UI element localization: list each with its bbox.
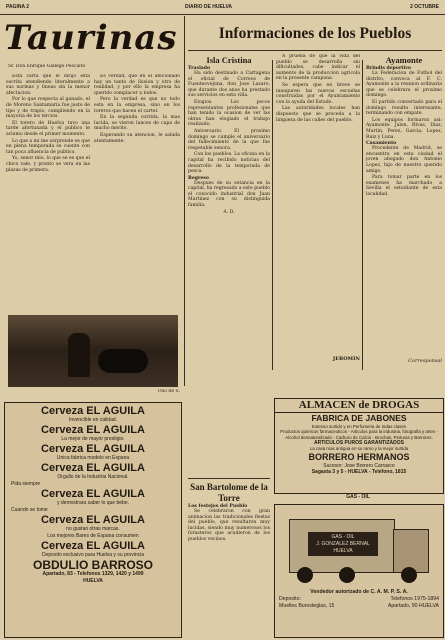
paragraph: Para tomar parte en los examenes ha marchado a Sevilla el estudiante de esta localidad. <box>366 175 442 197</box>
ayamonte-title: Ayamonte <box>385 55 423 65</box>
bullfighter-figure <box>68 333 90 377</box>
ad-line: Cerveza EL AGUILA <box>41 405 145 417</box>
almacen-line: La casa mas antigua en su ramo y la mejor surtida <box>309 446 409 452</box>
isla-cristina-column <box>188 54 270 388</box>
paragraph: Lo que a mi me sorprende es que en plena temporada se cuente con tan poca afluencia de publico. <box>6 138 90 155</box>
paragraph: Se espera que en breve se inauguren las nuevas escuelas construidas por el Ayuntamiento con la ayuda del Estado. <box>276 82 360 105</box>
ad-line: Orgullo de la Industria Nacional. <box>57 474 129 480</box>
ad-line: HUELVA <box>83 578 103 584</box>
paragraph: Es verdad, que en el afecionado hay un tanto de ilusion y otro de realidad, y por ello la empresa ha querido complacer a todos. <box>94 74 180 96</box>
almacen-line: ARTICULOS PUROS GARANTIZADOS <box>314 440 404 447</box>
ayamonte-column <box>366 54 442 366</box>
ad-line: Deposito exclusivo para Huelva y su provincia <box>42 552 144 558</box>
isla-cristina-title: Isla Cristina <box>206 55 252 65</box>
gasoil-phone: Telefonos 1975-1894 <box>390 596 439 602</box>
taurinas-col-right <box>94 74 180 314</box>
truck-wheel <box>401 567 417 583</box>
paragraph: Procedente de Madrid, se encuentra en esta ciudad el joven abogado don Antonio Lopez, hijo de nuestro querido amigo. <box>366 146 442 174</box>
paragraph: A prueba de que la vida del pueblo se desarrolla sin dificultades, cabe indicar el aumento de la produccion agricola en la presente campana. <box>276 54 360 82</box>
almacen-subtitle: FABRICA DE JABONES <box>311 413 407 423</box>
gasoil-deposit: Deposito: <box>279 596 301 602</box>
paragraph: El partido concertado para el domingo resulto interesante, terminando con empate. <box>366 99 442 117</box>
isla-cristina-sub: Traslado <box>188 66 211 71</box>
casamiento-sub: Casamiento <box>366 141 397 147</box>
informaciones-title: Informaciones de los Pueblos <box>218 25 412 42</box>
middle-body <box>276 54 360 123</box>
isla-sign: A. D. <box>223 209 235 215</box>
almacen-firm: BORRERO HERMANOS <box>308 451 410 462</box>
ad-line: Cerveza EL AGUILA <box>41 540 145 552</box>
page-header <box>0 0 445 15</box>
almacen-title: ALMACEN de DROGAS <box>275 399 443 413</box>
truck-wheel <box>339 567 355 583</box>
paper-name: DIARIO DE HUELVA <box>185 4 233 10</box>
regreso-sub: Regreso <box>188 175 209 181</box>
paragraph: Elogios. Los pocos representantes profesionales que han tenido la ocasion de ver las obras han elogiado el trabajo realizado. <box>188 99 270 128</box>
almacen-successor: Sucesor: Jose Borrero Carrasco <box>323 462 395 469</box>
gasoil-street: Muelles Burosteglas, 15 <box>279 603 335 609</box>
san-bartolome-sub: Los festejos del Pueblo <box>188 504 248 509</box>
page-date: 2 OCTUBRE <box>410 4 439 10</box>
ad-line: Invencible en calidad. <box>68 417 118 423</box>
gasoil-top: GAS - OIL <box>346 494 370 500</box>
column-rule <box>272 60 273 370</box>
ad-line: Cerveza EL AGUILA <box>41 488 145 500</box>
photo-caption: Uno de S. <box>157 389 180 394</box>
san-bartolome-body <box>188 509 270 543</box>
ad-line: Cerveza EL AGUILA <box>41 462 145 474</box>
truck-wheel <box>297 567 313 583</box>
ad-line: Apartado, 83 - Telefonos 1329, 1420 y 1499 <box>42 571 144 577</box>
taurinas-byline-wrap <box>8 64 180 74</box>
san-bartolome-column <box>188 482 270 638</box>
taurinas-title: Taurinas <box>4 18 178 58</box>
paragraph: Se celebraron con gran animacion las tradicionales fiestas del pueblo, que resultaron muy lucidas, siendo muy numerosos los forasteros que acudieron de los pueblos vecinos. <box>188 509 270 542</box>
paragraph: Ha sido destinado a Cartagena el oficial de Correos de Fuenteovejuna, don Jose Lazaro, que durante dos anos ha prestado sus servicios en esta villa. <box>188 71 270 99</box>
paragraph: Despues de su estancia en la capital, ha regresado a este pueblo el conocido industrial don Juan Martinez con su distinguida familia. <box>188 180 270 209</box>
title-rule <box>188 50 442 51</box>
ad-line: Unica fabrica modelo en Espana <box>56 455 130 461</box>
gasoil-text <box>279 589 439 610</box>
truck-sign-line: J. GONZALEZ BERNAL <box>316 541 370 547</box>
ad-line: Los mejores Bares de Espana consumen <box>47 533 139 539</box>
paragraph: Esta carta que le dirijo esta escrita atendiendo literalmente a sus normas y lineas sin la menor afectacion. <box>6 74 90 96</box>
ad-line: no gustan otras marcas. <box>66 526 120 532</box>
column-rule <box>362 60 363 370</box>
truck-sign <box>308 532 378 556</box>
ad-line: Cerveza EL AGUILA <box>41 424 145 436</box>
paragraph: En la segunda corrida, la mas lucida, se vieron lances de capa de mucho merito. <box>94 115 180 132</box>
paragraph: Con los pueblos. La oficina en la capital ha recibido noticias del desarrollo de la temporada de pesca. <box>188 152 270 175</box>
ad-line: OBDULIO BARROSO <box>33 558 153 572</box>
ayamonte-body <box>366 71 442 140</box>
paragraph: Pero la verdad es que no todo esta en la empresa, sino en los toreros que hacen el cartel. <box>94 97 180 114</box>
ayamonte-sign: Corresponsal <box>408 358 442 364</box>
gasoil-row <box>279 596 439 603</box>
paragraph: Las autoridades locales han dispuesto que se proceda a la limpieza de las calles del pueblo. <box>276 106 360 123</box>
paragraph: Por lo que respecta al ganado, el de Moreno Santamaria fue justo de tipo y de trapio, cumpliendo en la mayoria de los tercios. <box>6 97 90 120</box>
ad-line: Cerveza EL AGUILA <box>41 443 145 455</box>
middle-column <box>276 54 360 344</box>
regreso-body <box>188 181 270 209</box>
gasoil-apartado: Apartado, 90 HUELVA <box>387 603 439 609</box>
isla-cristina-body <box>188 71 270 175</box>
section-rule <box>188 478 270 479</box>
almacen-address: Sagasta 3 y 5 - HUELVA - Telefono, 1815 <box>311 468 407 475</box>
truck-sign-line: HUELVA <box>333 548 353 554</box>
page-number: PAGINA 2 <box>6 4 30 10</box>
ad-line: y demostrara saber lo que bebe. <box>57 500 129 506</box>
paragraph: Yo, senor mio, lo que se es que el chico vale, y pronto se vera en las plazas de primera. <box>6 156 90 173</box>
gasoil-caption: Vendedor autorizado de C. A. M. P. S. A. <box>310 589 408 595</box>
ayamonte-sub: Brindis deportivo <box>366 66 411 71</box>
almacen-drogas-ad <box>274 398 444 494</box>
paragraph: La Federacion de Futbol del distrito, convoca al F. C. Ayamonte a la reunion ordinaria que se celebrara el proximo domingo. <box>366 71 442 99</box>
gasoil-row <box>279 603 439 610</box>
middle-sign: JEROMIN <box>332 356 360 362</box>
ad-line: Cerveza EL AGUILA <box>41 514 145 526</box>
paragraph: Aniversario. El proximo domingo se cumple el aniversario del fallecimiento de la que fue respetable senora. <box>188 128 270 151</box>
bullfight-photo <box>8 315 178 387</box>
paragraph: Los equipos formaron asi: Ayamonte: Jalon, Rivas, Diaz, Martin, Perez, Garcia, Lopez, Ruiz y Luna. <box>366 117 442 140</box>
gasoil-ad <box>274 504 444 638</box>
taurinas-byline: Sr. Don Enrique Gallego Pescaito <box>8 64 86 69</box>
bull-figure <box>98 349 148 373</box>
almacen-line: Extenso surtido y en Perfumeria de todas clases <box>311 424 407 429</box>
paragraph: Esperando su atencion, le saluda atentamente. <box>94 132 180 144</box>
column-rule <box>184 16 185 386</box>
ad-line: Pida siempre <box>11 481 41 487</box>
ayamonte-body-2 <box>366 146 442 197</box>
san-bartolome-title: San Bartolome de la Torre <box>190 482 268 503</box>
almacen-line: Productos quimicos farmaceuticos - Articulos para la industria, fotografia y artes - Alcohol desnaturalizado - Carburo de Calcio - Brochas, Pinturas y Barnices. <box>280 429 438 440</box>
cerveza-aguila-ad <box>4 402 182 638</box>
ad-line: La mejor de mayor prestigio. <box>61 436 125 442</box>
ad-line: Cuando se tome <box>11 507 48 513</box>
truck-label: GAS - OIL <box>331 534 355 540</box>
truck-tank <box>289 519 395 573</box>
paragraph: El torero de Huelva tuvo una tarde afortunada y el publico le aclamo desde el primer momento. <box>6 120 90 137</box>
